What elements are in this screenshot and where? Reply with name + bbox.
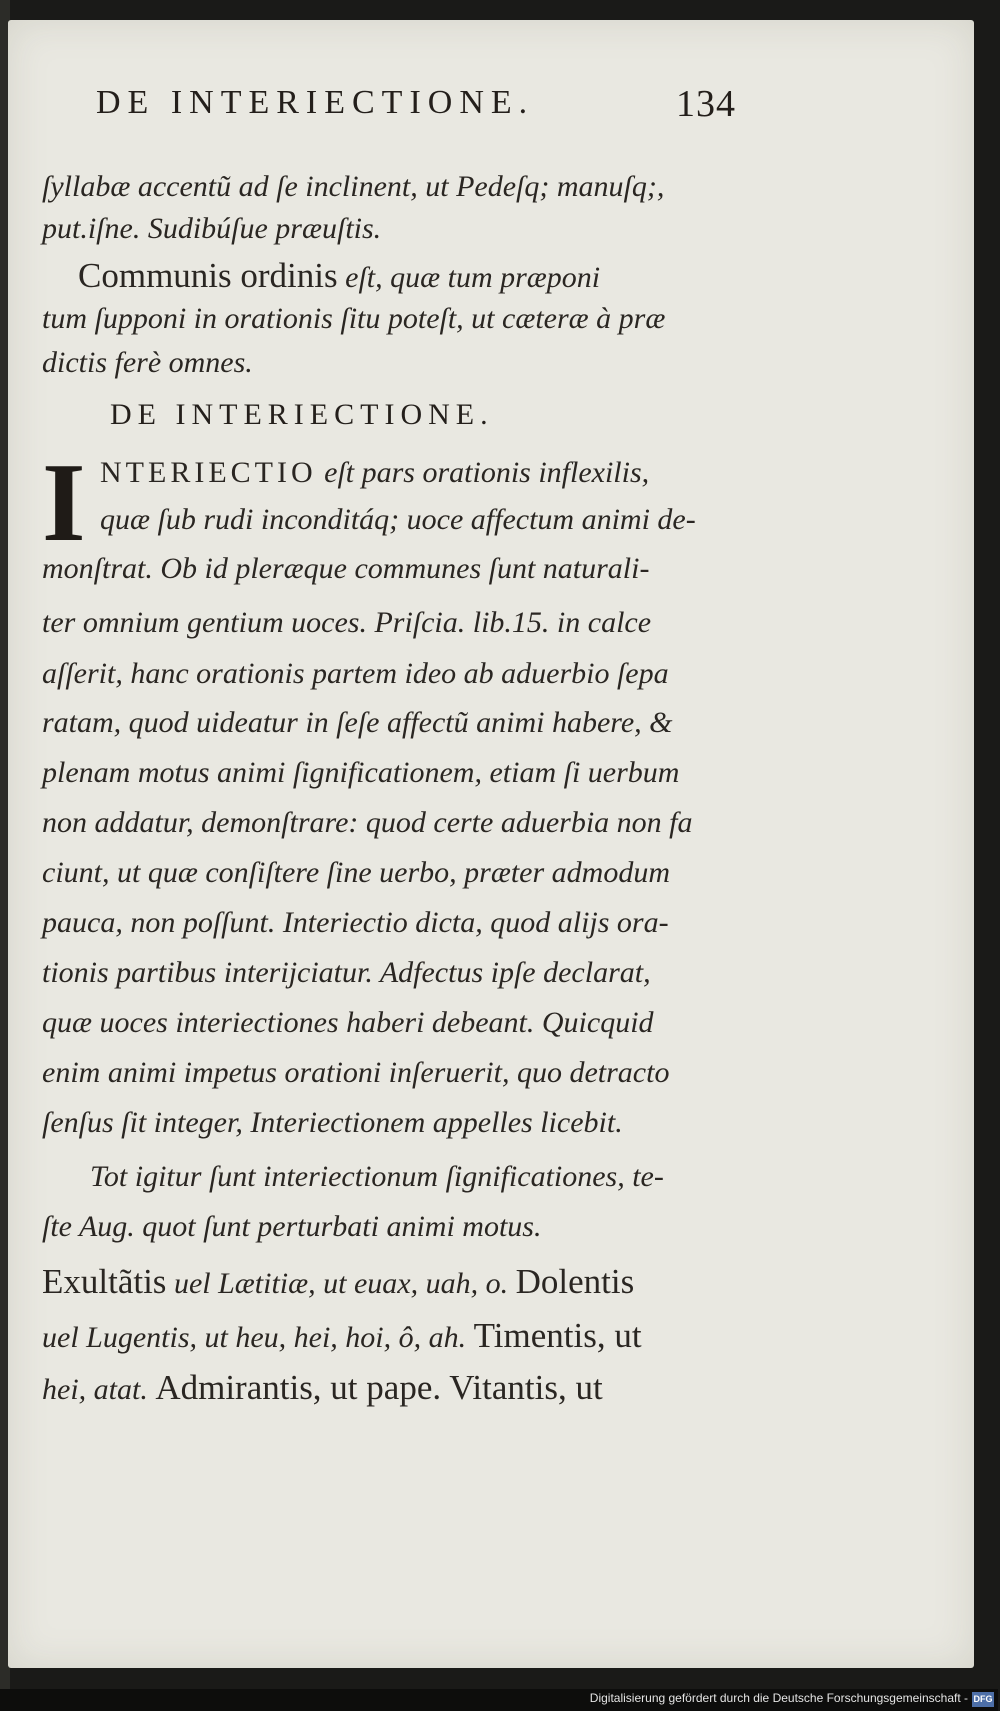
text-line: ratam, quod uideatur in ſeſe affectũ animi habere, &: [42, 706, 673, 739]
text-span: hei, atat.: [42, 1373, 156, 1406]
text-line: tum ſupponi in orationis ſitu poteſt, ut cæteræ à præ: [42, 302, 666, 335]
text-line: monſtrat. Ob id pleræque communes ſunt naturali-: [42, 552, 650, 585]
running-head-title: DE INTERIECTIONE.: [96, 84, 535, 121]
text-line: [42, 1368, 742, 1408]
text-line: dictis ferè omnes.: [42, 346, 253, 379]
text-line: non addatur, demonſtrare: quod certe aduerbia non fa: [42, 806, 693, 839]
text-line: quæ ſub rudi inconditáq; uoce affectum animi de-: [100, 503, 696, 536]
text-line: ſyllabæ accentũ ad ſe inclinent, ut Pedeſq; manuſq;,: [42, 170, 665, 203]
text-line: [100, 456, 740, 490]
text-span: uel Lætitiæ, ut euax, uah, o.: [166, 1267, 516, 1300]
text-line: ciunt, ut quæ conſiſtere ſine uerbo, præter admodum: [42, 856, 670, 889]
text-line: [42, 1316, 742, 1356]
text-line: tionis partibus interijciatur. Adfectus ipſe declarat,: [42, 956, 651, 989]
emphasis-term: Dolentis: [515, 1262, 635, 1301]
emphasis-term: Admirantis, ut pape. Vitantis, ut: [155, 1368, 603, 1407]
intro-word: NTERIECTIO: [100, 456, 317, 489]
text-line: pauca, non poſſunt. Interiectio dicta, quod alijs ora-: [42, 906, 669, 939]
page-number: 134: [676, 83, 736, 125]
text-span: eſt, quæ tum præponi: [337, 261, 601, 294]
text-line: Tot igitur ſunt interiectionum ſignificationes, te-: [90, 1160, 664, 1193]
text-line: enim animi impetus orationi inſeruerit, quo detracto: [42, 1056, 670, 1089]
text-line: aſſerit, hanc orationis partem ideo ab aduerbio ſepa: [42, 657, 669, 690]
drop-cap-initial: I: [42, 441, 86, 565]
dfg-logo-icon: DFG: [972, 1692, 994, 1707]
text-line: [42, 1262, 742, 1302]
text-line: [78, 256, 778, 296]
text-line: ſte Aug. quot ſunt perturbati animi motus.: [42, 1210, 542, 1243]
text-line: ter omnium gentium uoces. Priſcia. lib.15. in calce: [42, 606, 652, 639]
text-line: plenam motus animi ſignificationem, etiam ſi uerbum: [42, 756, 680, 789]
section-heading: DE INTERIECTIONE.: [110, 398, 494, 431]
emphasis-term: Communis ordinis: [78, 256, 338, 295]
text-span: eſt pars orationis inflexilis,: [316, 456, 650, 489]
digitization-footer: [0, 1689, 998, 1711]
text-line: ſenſus ſit integer, Interiectionem appelles licebit.: [42, 1106, 623, 1139]
footer-credit: Digitalisierung gefördert durch die Deutsche Forschungsgemeinschaft -: [589, 1691, 968, 1705]
running-head: [96, 84, 736, 134]
emphasis-term: Timentis, ut: [473, 1316, 642, 1355]
text-line: quæ uoces interiectiones haberi debeant. Quicquid: [42, 1006, 654, 1039]
text-line: put.iſne. Sudibúſue præuſtis.: [42, 212, 382, 245]
text-span: uel Lugentis, ut heu, hei, hoi, ô, ah.: [42, 1321, 474, 1354]
emphasis-term: Exultãtis: [42, 1262, 167, 1301]
